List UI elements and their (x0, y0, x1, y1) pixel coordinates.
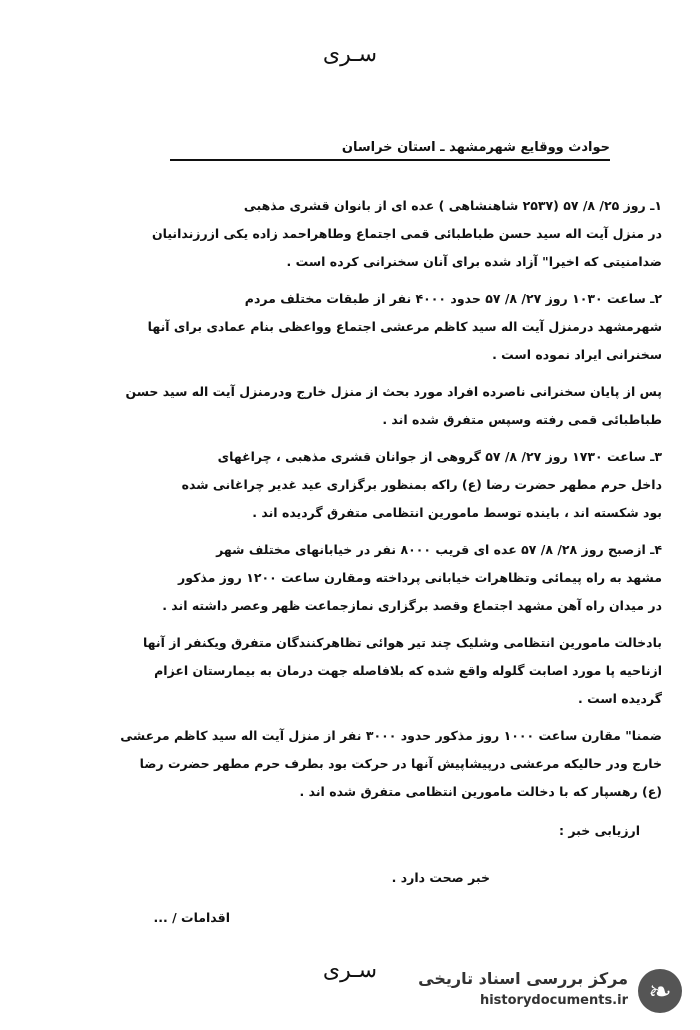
paragraph-line: سخنرانی ایراد نموده است . (492, 347, 662, 362)
report-paragraph (58, 192, 662, 276)
news-evaluation-label: ارزیابی خبر : (559, 823, 640, 838)
actions-label: اقدامات / ... (153, 910, 230, 925)
paragraph-line: ازناحیه پا مورد اصابت گلوله واقع شده که بلافاصله جهت درمان به بیمارستان اعزام (154, 663, 662, 678)
report-paragraph (58, 443, 662, 527)
paragraph-line: در منزل آیت اله سید حسن طباطبائی قمی اجتماع وطاهراحمد زاده یکی ازرزندانیان (151, 226, 662, 241)
paragraph-line: (ع) رهسپار که با دخالت مامورین انتظامی متفرق شده اند . (299, 784, 662, 799)
archive-watermark (392, 965, 682, 1023)
paragraph-line: ضمنا" مقارن ساعت ۱۰۰۰ روز مذکور حدود ۳۰۰۰ نفر از منزل آیت اله سید کاظم مرعشی (120, 728, 662, 743)
paragraph-line: خارج ودر حالیکه مرعشی درپیشاپیش آنها در حرکت بود بطرف حرم مطهر حضرت رضا (139, 756, 662, 771)
paragraph-line: مشهد به راه پیمائی وتظاهرات خیابانی پرداخته ومقارن ساعت ۱۲۰۰ روز مذکور (178, 570, 662, 585)
paragraph-line: ضدامنیتی که اخیرا" آزاد شده برای آنان سخنرانی کرده است . (286, 254, 662, 269)
paragraph-line: شهرمشهد درمنزل آیت اله سید کاظم مرعشی اجتماع وواعظی بنام عمادی برای آنها (147, 319, 662, 334)
report-body (58, 192, 662, 815)
classification-header: سـری (322, 42, 378, 67)
paragraph-line: در میدان راه آهن مشهد اجتماع وقصد برگزاری نمازجماعت ظهر وعصر داشته اند . (162, 598, 662, 613)
news-evaluation-value: خبر صحت دارد . (391, 870, 490, 885)
report-paragraph (58, 285, 662, 369)
watermark-name: مرکز بررسی اسناد تاریخی (418, 969, 628, 988)
paragraph-line: بادخالت مامورین انتظامی وشلیک چند تیر هوائی تظاهرکنندگان متفرق ویکنفر از آنها (142, 635, 662, 650)
paragraph-line: داخل حرم مطهر حضرت رضا (ع) راکه بمنظور برگزاری عید غدیر چراغانی شده (181, 477, 662, 492)
paragraph-line: ۴ـ ازصبح روز ۲۸/ ۸/ ۵۷ عده ای قریب ۸۰۰۰ نفر در خیابانهای مختلف شهر (216, 542, 662, 557)
report-paragraph (58, 629, 662, 713)
paragraph-line: ۳ـ ساعت ۱۷۳۰ روز ۲۷/ ۸/ ۵۷ گروهی از جوانان قشری مذهبی ، چراغهای (217, 449, 662, 464)
paragraph-line: پس از پایان سخنرانی ناصرده افراد مورد بحث از منزل خارج ودرمنزل آیت اله سید حسن (125, 384, 662, 399)
report-title: حوادث ووقایع شهرمشهد ـ استان خراسان (170, 140, 610, 161)
paragraph-line: گردیده است . (577, 691, 662, 706)
watermark-url: historydocuments.ir (479, 993, 628, 1008)
paragraph-line: ۱ـ روز ۲۵/ ۸/ ۵۷ (۲۵۳۷ شاهنشاهی ) عده ای از بانوان قشری مذهبی (243, 198, 662, 213)
report-paragraph (58, 722, 662, 806)
paragraph-line: طباطبائی قمی رفته وسپس متفرق شده اند . (382, 412, 662, 427)
classification-footer: سـری (322, 958, 378, 983)
paragraph-line: ۲ـ ساعت ۱۰۳۰ روز ۲۷/ ۸/ ۵۷ حدود ۴۰۰۰ نفر از طبقات مختلف مردم (244, 291, 662, 306)
paragraph-line: بود شکسته اند ، باینده توسط مامورین انتظامی متفرق گردیده اند . (252, 505, 662, 520)
archive-logo-icon: ❧ (638, 969, 682, 1013)
report-paragraph (58, 536, 662, 620)
report-paragraph (58, 378, 662, 434)
